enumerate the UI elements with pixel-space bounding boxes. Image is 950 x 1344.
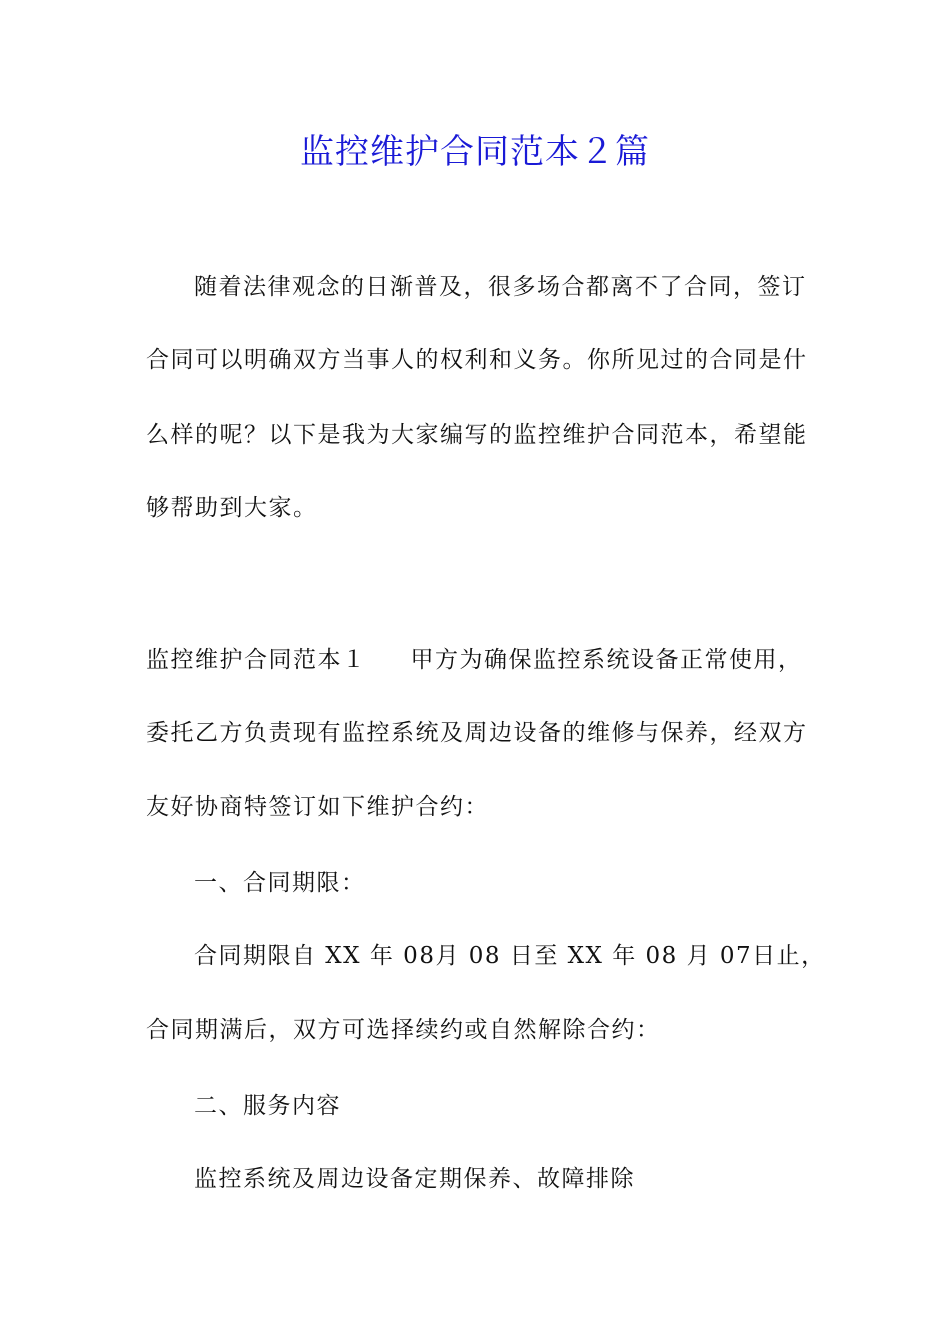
clause-2-line-1: 监控系统及周边设备定期保养、故障排除 [194,1166,635,1192]
clause-1-heading: 一、合同期限： [194,870,366,896]
section-1-first-line-text: 甲方为确保监控系统设备正常使用， [410,647,803,673]
clause-1-line-1: 合同期限自 XX 年 08月 08 日至 XX 年 08 月 07日止， [194,943,826,969]
document-title: 监控维护合同范本２篇 [300,132,650,172]
clause-2-heading: 二、服务内容 [194,1093,341,1119]
clause-1-line-2: 合同期满后，双方可选择续约或自然解除合约： [146,1017,661,1043]
intro-line-4: 够帮助到大家。 [146,495,318,521]
intro-line-1: 随着法律观念的日渐普及，很多场合都离不了合同，签订 [194,274,807,300]
intro-line-3: 么样的呢？以下是我为大家编写的监控维护合同范本，希望能 [146,422,808,448]
section-1-line-3: 友好协商特签订如下维护合约： [146,794,489,820]
intro-line-2: 合同可以明确双方当事人的权利和义务。你所见过的合同是什 [146,347,808,373]
section-1-heading: 监控维护合同范本１ [146,647,367,673]
section-1-line-2: 委托乙方负责现有监控系统及周边设备的维修与保养，经双方 [146,720,808,746]
section-1-first-line [146,643,806,677]
